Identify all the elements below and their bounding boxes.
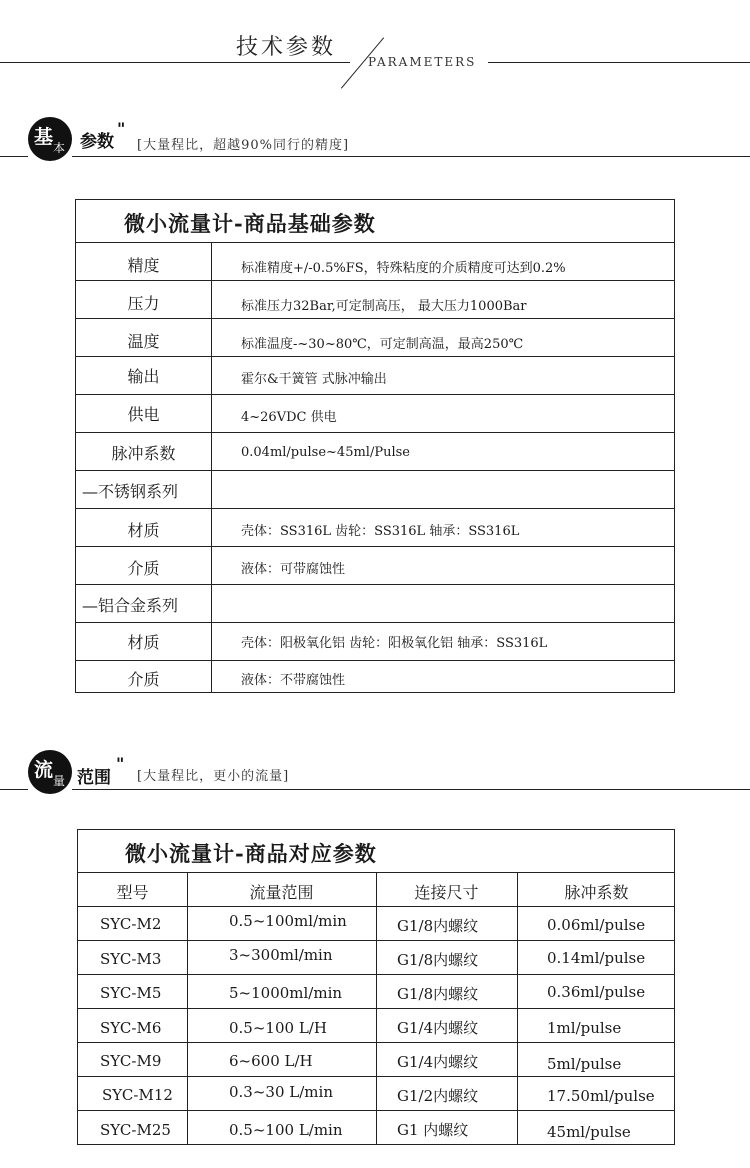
table1-row-divider: [76, 432, 674, 433]
series-label-stainless: —不锈钢系列: [82, 482, 179, 501]
param-value-medium: 液体：可带腐蚀性: [241, 562, 346, 577]
section1-quote: ": [117, 119, 126, 138]
table2-row-divider: [78, 906, 674, 907]
param-label-output: 输出: [127, 367, 160, 386]
table2-row-divider: [78, 1008, 674, 1009]
page-title: 技术参数: [236, 35, 337, 60]
cell-pulse-factor: 5ml/pulse: [547, 1055, 622, 1073]
cell-flow-range: 6~600 L/H: [229, 1052, 313, 1070]
cell-model: SYC-M9: [100, 1052, 162, 1070]
param-value-medium: 液体：不带腐蚀性: [241, 673, 346, 688]
table2-row-divider: [78, 872, 674, 873]
header-divider-right: [488, 62, 750, 63]
cell-model: SYC-M6: [100, 1019, 162, 1037]
param-label-pulse-factor: 脉冲系数: [111, 444, 176, 463]
header-divider-left: [0, 62, 350, 63]
table1-row-divider: [76, 508, 674, 509]
param-label-material: 材质: [127, 633, 160, 652]
param-value-power: 4~26VDC 供电: [241, 410, 337, 425]
table1-row-divider: [76, 280, 674, 281]
param-value-temperature: 标准温度-~30~80℃，可定制高温，最高250℃: [241, 337, 524, 352]
cell-pulse-factor: 45ml/pulse: [547, 1123, 631, 1141]
cell-connection: G1/4内螺纹: [397, 1019, 479, 1037]
param-label-medium: 介质: [127, 559, 160, 578]
cell-model: SYC-M3: [100, 950, 162, 968]
cell-connection: G1 内螺纹: [397, 1121, 469, 1139]
cell-pulse-factor: 0.14ml/pulse: [547, 949, 646, 967]
cell-model: SYC-M5: [100, 984, 162, 1002]
section1-badge: [28, 117, 72, 161]
cell-flow-range: 3~300ml/min: [229, 946, 333, 964]
param-label-material: 材质: [127, 521, 160, 540]
section1-title: 参数: [80, 132, 114, 152]
table1-row-divider: [76, 584, 674, 585]
series-label-aluminum: —铝合金系列: [82, 596, 179, 615]
section2-divider-right: [72, 789, 750, 790]
cell-model: SYC-M12: [102, 1086, 173, 1104]
table1-row-divider: [76, 546, 674, 547]
section2-note: [大量程比，更小的流量]: [137, 769, 290, 784]
param-label-medium: 介质: [127, 670, 160, 689]
page-subtitle: PARAMETERS: [368, 55, 477, 69]
column-header-connection: 连接尺寸: [414, 883, 479, 902]
table1-row-divider: [76, 394, 674, 395]
section1-divider-right: [72, 156, 750, 157]
section2-quote: ": [116, 754, 125, 773]
table2-title: 微小流量计-商品对应参数: [125, 841, 377, 866]
cell-pulse-factor: 0.36ml/pulse: [547, 983, 646, 1001]
cell-flow-range: 0.5~100 L/H: [229, 1019, 327, 1037]
cell-connection: G1/8内螺纹: [397, 985, 479, 1003]
cell-model: SYC-M25: [100, 1121, 171, 1139]
param-label-power: 供电: [127, 405, 160, 424]
cell-flow-range: 0.3~30 L/min: [229, 1083, 333, 1101]
table2-row-divider: [78, 1042, 674, 1043]
table1-row-divider: [76, 318, 674, 319]
param-label-temperature: 温度: [127, 332, 160, 351]
cell-model: SYC-M2: [100, 915, 162, 933]
table1-column-divider: [211, 242, 212, 692]
cell-connection: G1/8内螺纹: [397, 917, 479, 935]
table1-row-divider: [76, 470, 674, 471]
column-header-flow-range: 流量范围: [249, 883, 314, 902]
param-label-pressure: 压力: [127, 294, 160, 313]
cell-flow-range: 0.5~100 L/min: [229, 1121, 343, 1139]
section2-title: 范围: [77, 768, 111, 788]
cell-pulse-factor: 0.06ml/pulse: [547, 916, 646, 934]
basic-params-table: [75, 199, 675, 693]
column-header-pulse-factor: 脉冲系数: [564, 883, 629, 902]
cell-flow-range: 5~1000ml/min: [229, 984, 343, 1002]
table1-row-divider: [76, 622, 674, 623]
section1-badge-char2: 本: [53, 141, 66, 155]
param-value-material: 壳体：阳极氧化铝 齿轮：阳极氧化铝 轴承：SS316L: [241, 636, 548, 651]
section1-divider-left: [0, 156, 28, 157]
table1-row-divider: [76, 242, 674, 243]
table1-row-divider: [76, 356, 674, 357]
table2-row-divider: [78, 940, 674, 941]
cell-flow-range: 0.5~100ml/min: [229, 912, 347, 930]
section1-badge-char1: 基: [34, 126, 54, 148]
section2-badge-char1: 流: [34, 759, 54, 781]
section2-badge: [28, 750, 72, 794]
table2-row-divider: [78, 1076, 674, 1077]
table1-title: 微小流量计-商品基础参数: [124, 211, 376, 236]
section1-note: [大量程比，超越90%同行的精度]: [137, 138, 350, 153]
cell-pulse-factor: 1ml/pulse: [547, 1019, 622, 1037]
column-header-model: 型号: [116, 883, 149, 902]
param-value-pressure: 标准压力32Bar,可定制高压， 最大压力1000Bar: [241, 299, 527, 314]
param-value-output: 霍尔&干簧管 式脉冲输出: [241, 372, 387, 387]
param-value-pulse-factor: 0.04ml/pulse~45ml/Pulse: [241, 445, 410, 460]
cell-connection: G1/2内螺纹: [397, 1087, 479, 1105]
cell-connection: G1/8内螺纹: [397, 951, 479, 969]
param-value-accuracy: 标准精度+/-0.5%FS，特殊粘度的介质精度可达到0.2%: [241, 261, 566, 276]
table2-row-divider: [78, 1110, 674, 1111]
table1-row-divider: [76, 660, 674, 661]
model-params-table: [77, 829, 675, 1145]
table2-row-divider: [78, 974, 674, 975]
param-label-accuracy: 精度: [127, 256, 160, 275]
cell-pulse-factor: 17.50ml/pulse: [547, 1087, 655, 1105]
section2-badge-char2: 量: [53, 774, 66, 788]
cell-connection: G1/4内螺纹: [397, 1053, 479, 1071]
section2-divider-left: [0, 789, 28, 790]
param-value-material: 壳体：SS316L 齿轮：SS316L 轴承：SS316L: [241, 524, 520, 539]
